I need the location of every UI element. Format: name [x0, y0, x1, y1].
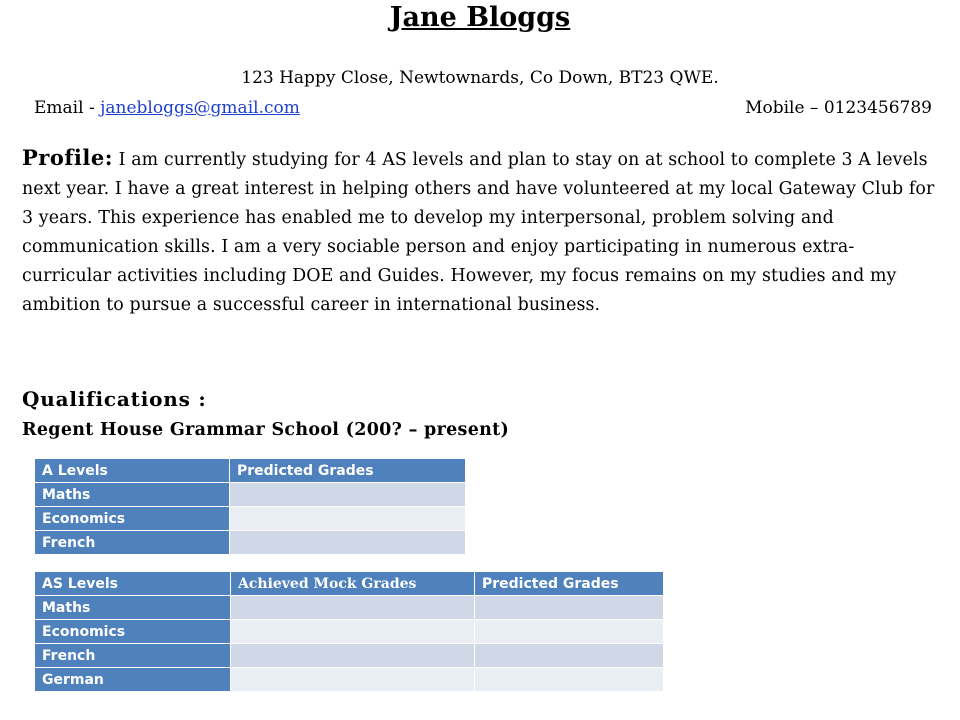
grade-cell	[475, 668, 664, 692]
subject-cell: Economics	[35, 620, 231, 644]
subject-cell: German	[35, 668, 231, 692]
table-row	[35, 596, 664, 620]
mobile-number: Mobile – 0123456789	[745, 98, 932, 118]
subject-cell: Maths	[35, 483, 230, 507]
table-row	[35, 483, 466, 507]
subject-cell: Economics	[35, 507, 230, 531]
profile-label: Profile:	[22, 145, 113, 170]
address: 123 Happy Close, Newtownards, Co Down, BT23 QWE.	[241, 68, 719, 88]
subject-cell: French	[35, 531, 230, 555]
profile-text: I am currently studying for 4 AS levels and plan to stay on at school to complete 3 A levels next year. I have a great interest in helping others and have volunteered at my local Gateway Club for 3 years. This experience has enabled me to develop my interpersonal, problem solving and communication skills. I am a very sociable person and enjoy participating in numerous extra-curricular activities including DOE and Guides. However, my focus remains on my studies and my ambition to pursue a successful career in international business.	[22, 150, 935, 315]
table-header-row	[35, 572, 664, 596]
column-header: Achieved Mock Grades	[231, 572, 475, 596]
cv-name-heading: Jane Bloggs	[389, 2, 571, 33]
table-row	[35, 507, 466, 531]
table-row	[35, 531, 466, 555]
column-header: AS Levels	[35, 572, 231, 596]
a-levels-table	[34, 458, 466, 555]
subject-cell: Maths	[35, 596, 231, 620]
email-link[interactable]: janebloggs@gmail.com	[100, 98, 300, 118]
column-header: Predicted Grades	[475, 572, 664, 596]
grade-cell	[231, 620, 475, 644]
grade-cell	[230, 531, 466, 555]
table-header-row	[35, 459, 466, 483]
as-levels-table	[34, 571, 664, 692]
subject-cell: French	[35, 644, 231, 668]
grade-cell	[231, 668, 475, 692]
grade-cell	[475, 644, 664, 668]
profile-section	[22, 143, 942, 320]
grade-cell	[230, 507, 466, 531]
table-row	[35, 620, 664, 644]
column-header: Predicted Grades	[230, 459, 466, 483]
grade-cell	[230, 483, 466, 507]
qualifications-heading: Qualifications :	[22, 387, 207, 411]
email-label: Email -	[34, 98, 101, 118]
email-line	[34, 98, 300, 118]
grade-cell	[231, 596, 475, 620]
column-header: A Levels	[35, 459, 230, 483]
school-name: Regent House Grammar School (200? – present)	[22, 420, 510, 440]
grade-cell	[475, 596, 664, 620]
table-row	[35, 668, 664, 692]
grade-cell	[475, 620, 664, 644]
table-row	[35, 644, 664, 668]
grade-cell	[231, 644, 475, 668]
